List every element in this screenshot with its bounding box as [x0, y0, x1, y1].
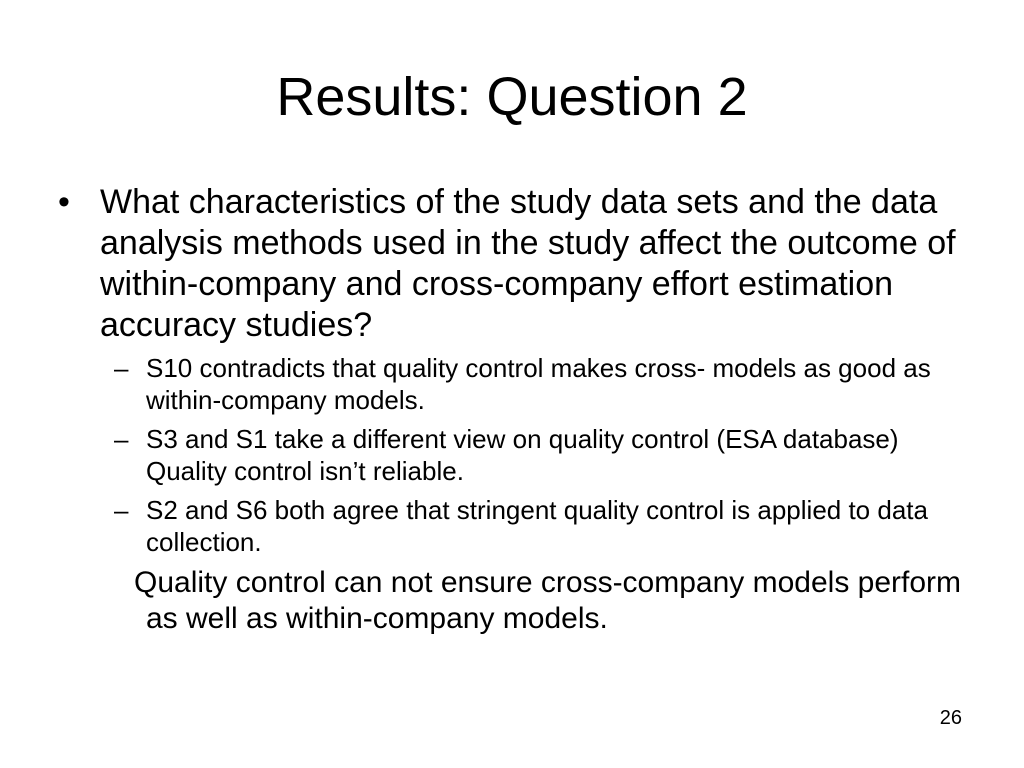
sub-bullet-text: S3 and S1 take a different view on quality control (ESA database) Quality control isn’t reliable.: [146, 424, 899, 486]
sub-bullet-text: S2 and S6 both agree that stringent quality control is applied to data collection.: [146, 495, 928, 557]
main-bullet-text: What characteristics of the study data sets and the data analysis methods used in the study affect the outcome of within-company and cross-company effort estimation accuracy studies?: [100, 183, 956, 344]
slide-title: Results: Question 2: [276, 67, 748, 127]
page-number: 26: [939, 707, 962, 729]
bullet-marker: •: [58, 183, 70, 221]
dash-marker: –: [114, 353, 129, 383]
sub-bullet-text: S10 contradicts that quality control makes cross- models as good as within-company models.: [146, 353, 931, 415]
conclusion-text: Quality control can not ensure cross-company models perform as well as within-company models.: [134, 566, 962, 635]
dash-marker: –: [114, 424, 129, 454]
sub-bullet: [58, 423, 978, 487]
main-bullet: [58, 182, 978, 346]
dash-marker: –: [114, 495, 129, 525]
sub-bullet-list: [58, 352, 978, 558]
sub-bullet: [58, 352, 978, 416]
sub-bullet: [58, 494, 978, 558]
slide-content: [58, 182, 978, 637]
